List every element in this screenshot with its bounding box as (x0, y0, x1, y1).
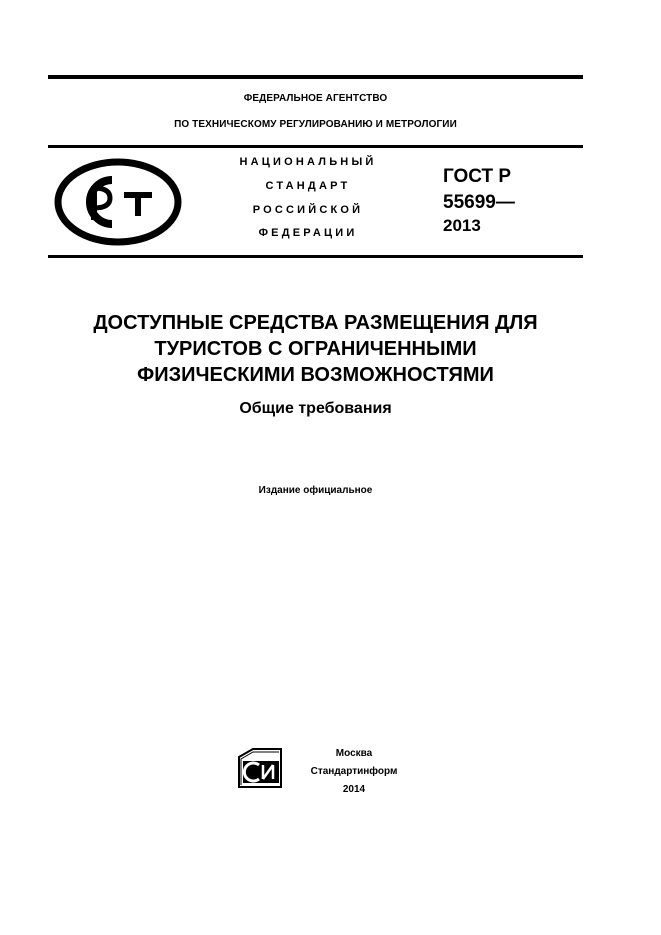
document-title-line-1: ДОСТУПНЫЕ СРЕДСТВА РАЗМЕЩЕНИЯ ДЛЯ (93, 312, 538, 334)
header-rule (48, 145, 583, 148)
publisher-year: 2014 (342, 784, 366, 795)
standard-label-line-1: НАЦИОНАЛЬНЫЙ (239, 156, 377, 168)
document-title-line-2: ТУРИСТОВ С ОГРАНИЧЕННЫМИ (154, 338, 477, 360)
standartinform-logo-icon (233, 745, 287, 791)
designation-line-1: ГОСТ Р (443, 166, 512, 187)
agency-line-1: ФЕДЕРАЛЬНОЕ АГЕНТСТВО (243, 93, 388, 104)
header-bottom-rule (48, 255, 583, 258)
standard-label-line-2: СТАНДАРТ (265, 180, 351, 192)
publisher-city: Москва (335, 748, 373, 759)
agency-line-2: ПО ТЕХНИЧЕСКОМУ РЕГУЛИРОВАНИЮ И МЕТРОЛОГИИ (174, 119, 457, 130)
designation-line-2: 55699— (443, 192, 515, 213)
top-rule (48, 75, 583, 79)
publisher-name: Стандартинформ (310, 766, 398, 777)
designation-line-3: 2013 (443, 216, 481, 235)
edition-note: Издание официальное (258, 485, 373, 496)
document-title-line-3: ФИЗИЧЕСКИМИ ВОЗМОЖНОСТЯМИ (137, 364, 494, 386)
standard-label-line-3: РОССИЙСКОЙ (252, 204, 364, 216)
document-subtitle: Общие требования (239, 400, 392, 417)
standard-label-line-4: ФЕДЕРАЦИИ (258, 227, 358, 239)
rst-certification-logo-icon (54, 158, 182, 246)
